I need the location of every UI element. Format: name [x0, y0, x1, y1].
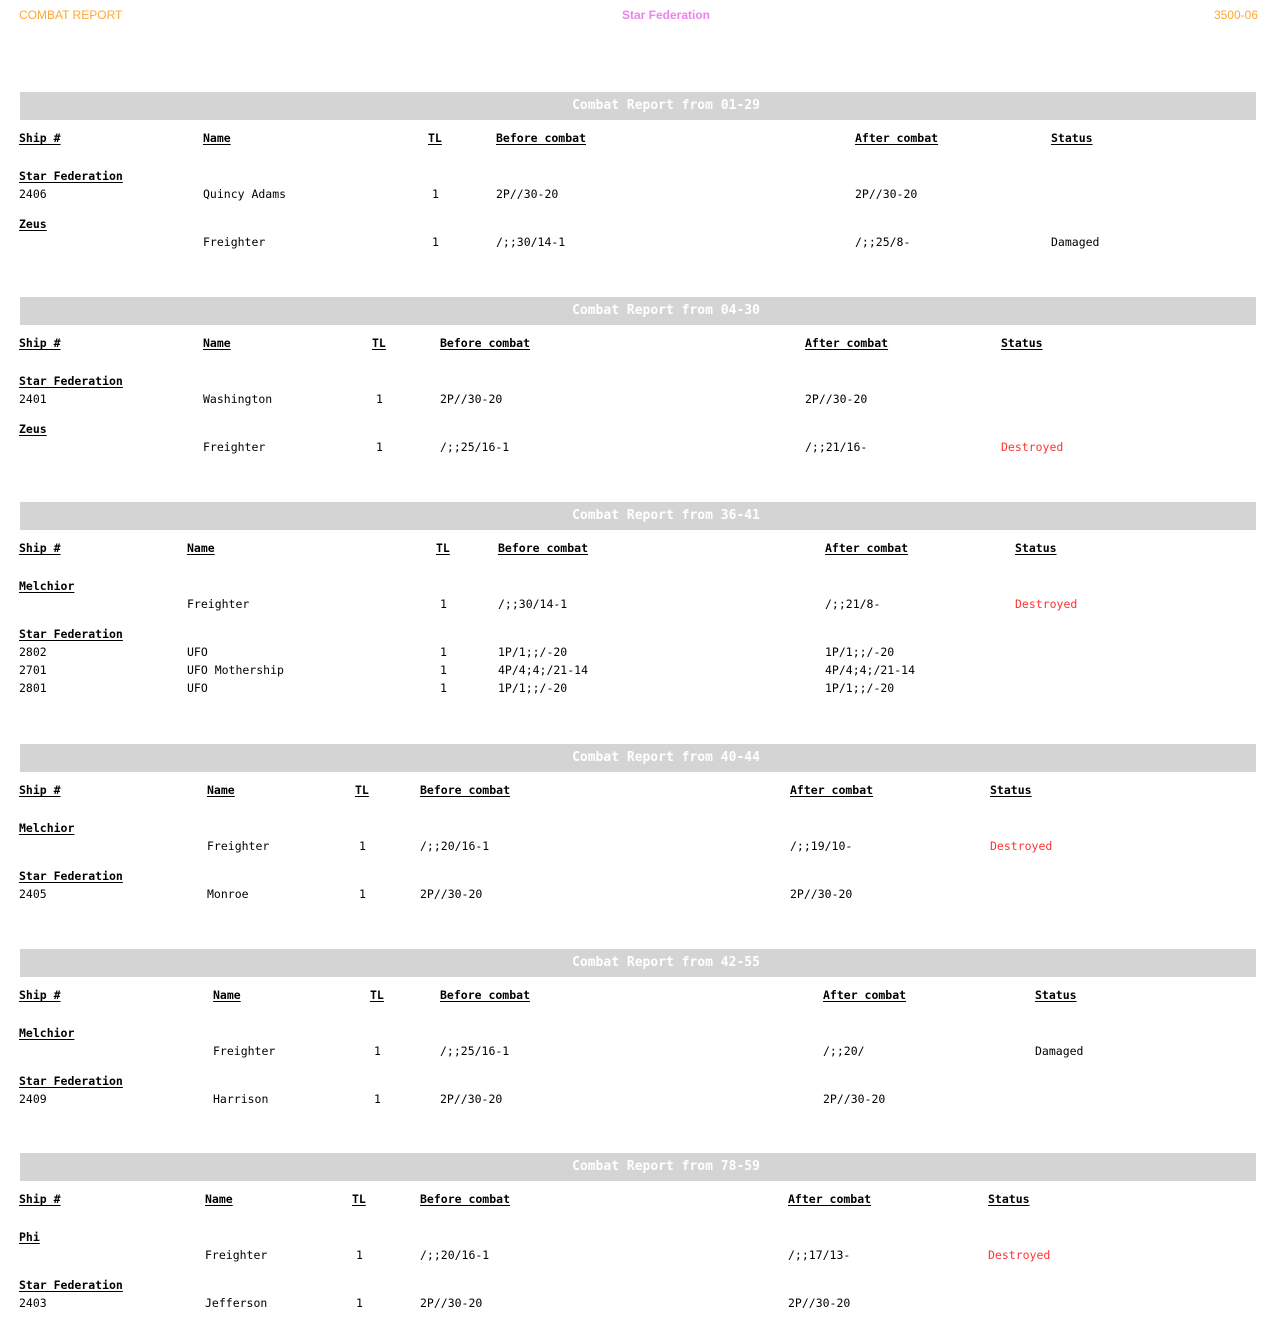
- group-label: Phi: [19, 1230, 40, 1244]
- cell-tl: 1: [356, 1296, 363, 1310]
- group-label: Melchior: [19, 1026, 75, 1040]
- cell-name: Washington: [203, 392, 273, 406]
- section-title: Combat Report from 42-55: [572, 955, 760, 970]
- section-title: Combat Report from 36-41: [572, 508, 760, 523]
- page-header: [0, 8, 1280, 26]
- section-title-bar: [20, 744, 1256, 772]
- column-header-name: Name: [203, 131, 231, 145]
- cell-after: /;;19/10-: [790, 839, 853, 853]
- page-title: COMBAT REPORT: [19, 8, 123, 22]
- column-header-after: After combat: [805, 336, 889, 350]
- column-header-status: Status: [988, 1192, 1030, 1206]
- column-header-status: Status: [1051, 131, 1093, 145]
- section-title-bar: [20, 1153, 1256, 1181]
- table-row: [0, 440, 1280, 455]
- cell-after: /;;25/8-: [855, 235, 911, 249]
- group-label: Zeus: [19, 217, 47, 231]
- table-row: [0, 235, 1280, 250]
- cell-ship: 2802: [19, 645, 47, 659]
- table-row: [0, 645, 1280, 660]
- cell-tl: 1: [376, 440, 383, 454]
- cell-before: /;;20/16-1: [420, 839, 490, 853]
- group-label: Star Federation: [19, 627, 123, 641]
- cell-ship: 2401: [19, 392, 47, 406]
- cell-status: Damaged: [1051, 235, 1100, 249]
- cell-tl: 1: [432, 187, 439, 201]
- cell-name: Freighter: [207, 839, 270, 853]
- cell-before: 1P/1;;/-20: [498, 645, 568, 659]
- cell-ship: 2405: [19, 887, 47, 901]
- column-header-ship: Ship #: [19, 988, 61, 1002]
- cell-after: 1P/1;;/-20: [825, 681, 895, 695]
- table-row: [0, 1296, 1280, 1311]
- cell-name: Harrison: [213, 1092, 269, 1106]
- section-title: Combat Report from 40-44: [572, 750, 760, 765]
- cell-status: Destroyed: [1001, 440, 1064, 454]
- column-header-status: Status: [1015, 541, 1057, 555]
- cell-tl: 1: [440, 681, 447, 695]
- cell-tl: 1: [359, 887, 366, 901]
- cell-name: Monroe: [207, 887, 249, 901]
- column-header-ship: Ship #: [19, 783, 61, 797]
- cell-after: /;;21/8-: [825, 597, 881, 611]
- cell-status: Destroyed: [988, 1248, 1051, 1262]
- column-header-name: Name: [203, 336, 231, 350]
- column-header-ship: Ship #: [19, 131, 61, 145]
- combat-report-section: [0, 297, 1280, 497]
- cell-after: 2P//30-20: [823, 1092, 886, 1106]
- cell-name: Freighter: [187, 597, 250, 611]
- cell-before: /;;30/14-1: [498, 597, 568, 611]
- cell-ship: 2801: [19, 681, 47, 695]
- cell-tl: 1: [374, 1092, 381, 1106]
- table-row: [0, 887, 1280, 902]
- group-label: Star Federation: [19, 869, 123, 883]
- cell-tl: 1: [374, 1044, 381, 1058]
- column-header-ship: Ship #: [19, 336, 61, 350]
- column-header-tl: TL: [428, 131, 442, 145]
- combat-report-section: [0, 744, 1280, 944]
- cell-before: 2P//30-20: [420, 887, 483, 901]
- cell-before: /;;25/16-1: [440, 1044, 510, 1058]
- cell-before: 2P//30-20: [440, 1092, 503, 1106]
- column-header-ship: Ship #: [19, 1192, 61, 1206]
- cell-name: Freighter: [205, 1248, 268, 1262]
- group-label: Star Federation: [19, 374, 123, 388]
- column-header-status: Status: [1035, 988, 1077, 1002]
- column-header-tl: TL: [355, 783, 369, 797]
- column-header-before: Before combat: [420, 783, 511, 797]
- cell-before: /;;25/16-1: [440, 440, 510, 454]
- cell-before: /;;30/14-1: [496, 235, 566, 249]
- cell-after: /;;17/13-: [788, 1248, 851, 1262]
- column-header-after: After combat: [823, 988, 907, 1002]
- cell-after: 2P//30-20: [805, 392, 868, 406]
- group-label: Melchior: [19, 579, 75, 593]
- section-title: Combat Report from 04-30: [572, 303, 760, 318]
- column-header-after: After combat: [790, 783, 874, 797]
- column-header-before: Before combat: [496, 131, 587, 145]
- column-header-tl: TL: [372, 336, 386, 350]
- column-header-ship: Ship #: [19, 541, 61, 555]
- combat-report-section: [0, 92, 1280, 292]
- column-header-before: Before combat: [498, 541, 589, 555]
- cell-tl: 1: [376, 392, 383, 406]
- table-row: [0, 1044, 1280, 1059]
- game-date: 3500-06: [1213, 8, 1258, 22]
- column-header-status: Status: [990, 783, 1032, 797]
- group-label: Star Federation: [19, 1074, 123, 1088]
- cell-name: UFO: [187, 645, 208, 659]
- column-header-before: Before combat: [420, 1192, 511, 1206]
- column-header-before: Before combat: [440, 988, 531, 1002]
- section-title-bar: [20, 949, 1256, 977]
- cell-status: Destroyed: [1015, 597, 1078, 611]
- table-row: [0, 681, 1280, 696]
- column-header-name: Name: [187, 541, 215, 555]
- group-label: Star Federation: [19, 1278, 123, 1292]
- cell-name: UFO Mothership: [187, 663, 284, 677]
- cell-name: Quincy Adams: [203, 187, 287, 201]
- group-label: Zeus: [19, 422, 47, 436]
- cell-name: Freighter: [203, 440, 266, 454]
- section-title-bar: [20, 502, 1256, 530]
- cell-tl: 1: [440, 645, 447, 659]
- combat-report-section: [0, 502, 1280, 702]
- cell-before: 2P//30-20: [420, 1296, 483, 1310]
- section-title: Combat Report from 78-59: [572, 1159, 760, 1174]
- column-header-after: After combat: [788, 1192, 872, 1206]
- cell-name: Jefferson: [205, 1296, 268, 1310]
- cell-status: Destroyed: [990, 839, 1053, 853]
- column-header-after: After combat: [825, 541, 909, 555]
- column-header-name: Name: [205, 1192, 233, 1206]
- cell-after: 4P/4;4;/21-14: [825, 663, 916, 677]
- cell-after: 2P//30-20: [790, 887, 853, 901]
- cell-name: Freighter: [213, 1044, 276, 1058]
- table-row: [0, 392, 1280, 407]
- group-label: Melchior: [19, 821, 75, 835]
- combat-report-section: [0, 949, 1280, 1149]
- group-label: Star Federation: [19, 169, 123, 183]
- cell-before: 4P/4;4;/21-14: [498, 663, 589, 677]
- cell-tl: 1: [356, 1248, 363, 1262]
- column-header-before: Before combat: [440, 336, 531, 350]
- cell-after: 1P/1;;/-20: [825, 645, 895, 659]
- cell-after: /;;21/16-: [805, 440, 868, 454]
- table-row: [0, 663, 1280, 678]
- column-header-tl: TL: [370, 988, 384, 1002]
- table-row: [0, 1092, 1280, 1107]
- section-title-bar: [20, 92, 1256, 120]
- cell-before: 1P/1;;/-20: [498, 681, 568, 695]
- column-header-name: Name: [207, 783, 235, 797]
- cell-after: 2P//30-20: [855, 187, 918, 201]
- cell-before: 2P//30-20: [496, 187, 559, 201]
- cell-tl: 1: [440, 597, 447, 611]
- cell-before: /;;20/16-1: [420, 1248, 490, 1262]
- cell-ship: 2701: [19, 663, 47, 677]
- combat-report-section: [0, 1153, 1280, 1333]
- cell-after: 2P//30-20: [788, 1296, 851, 1310]
- cell-status: Damaged: [1035, 1044, 1084, 1058]
- cell-tl: 1: [440, 663, 447, 677]
- cell-ship: 2409: [19, 1092, 47, 1106]
- cell-after: /;;20/: [823, 1044, 865, 1058]
- cell-name: Freighter: [203, 235, 266, 249]
- table-row: [0, 1248, 1280, 1263]
- table-row: [0, 187, 1280, 202]
- cell-before: 2P//30-20: [440, 392, 503, 406]
- cell-tl: 1: [359, 839, 366, 853]
- section-title-bar: [20, 297, 1256, 325]
- column-header-status: Status: [1001, 336, 1043, 350]
- table-row: [0, 597, 1280, 612]
- section-title: Combat Report from 01-29: [572, 98, 760, 113]
- cell-name: UFO: [187, 681, 208, 695]
- column-header-tl: TL: [352, 1192, 366, 1206]
- cell-ship: 2406: [19, 187, 47, 201]
- cell-tl: 1: [432, 235, 439, 249]
- player-name: Star Federation: [621, 8, 711, 22]
- column-header-tl: TL: [436, 541, 450, 555]
- column-header-after: After combat: [855, 131, 939, 145]
- cell-ship: 2403: [19, 1296, 47, 1310]
- column-header-name: Name: [213, 988, 241, 1002]
- table-row: [0, 839, 1280, 854]
